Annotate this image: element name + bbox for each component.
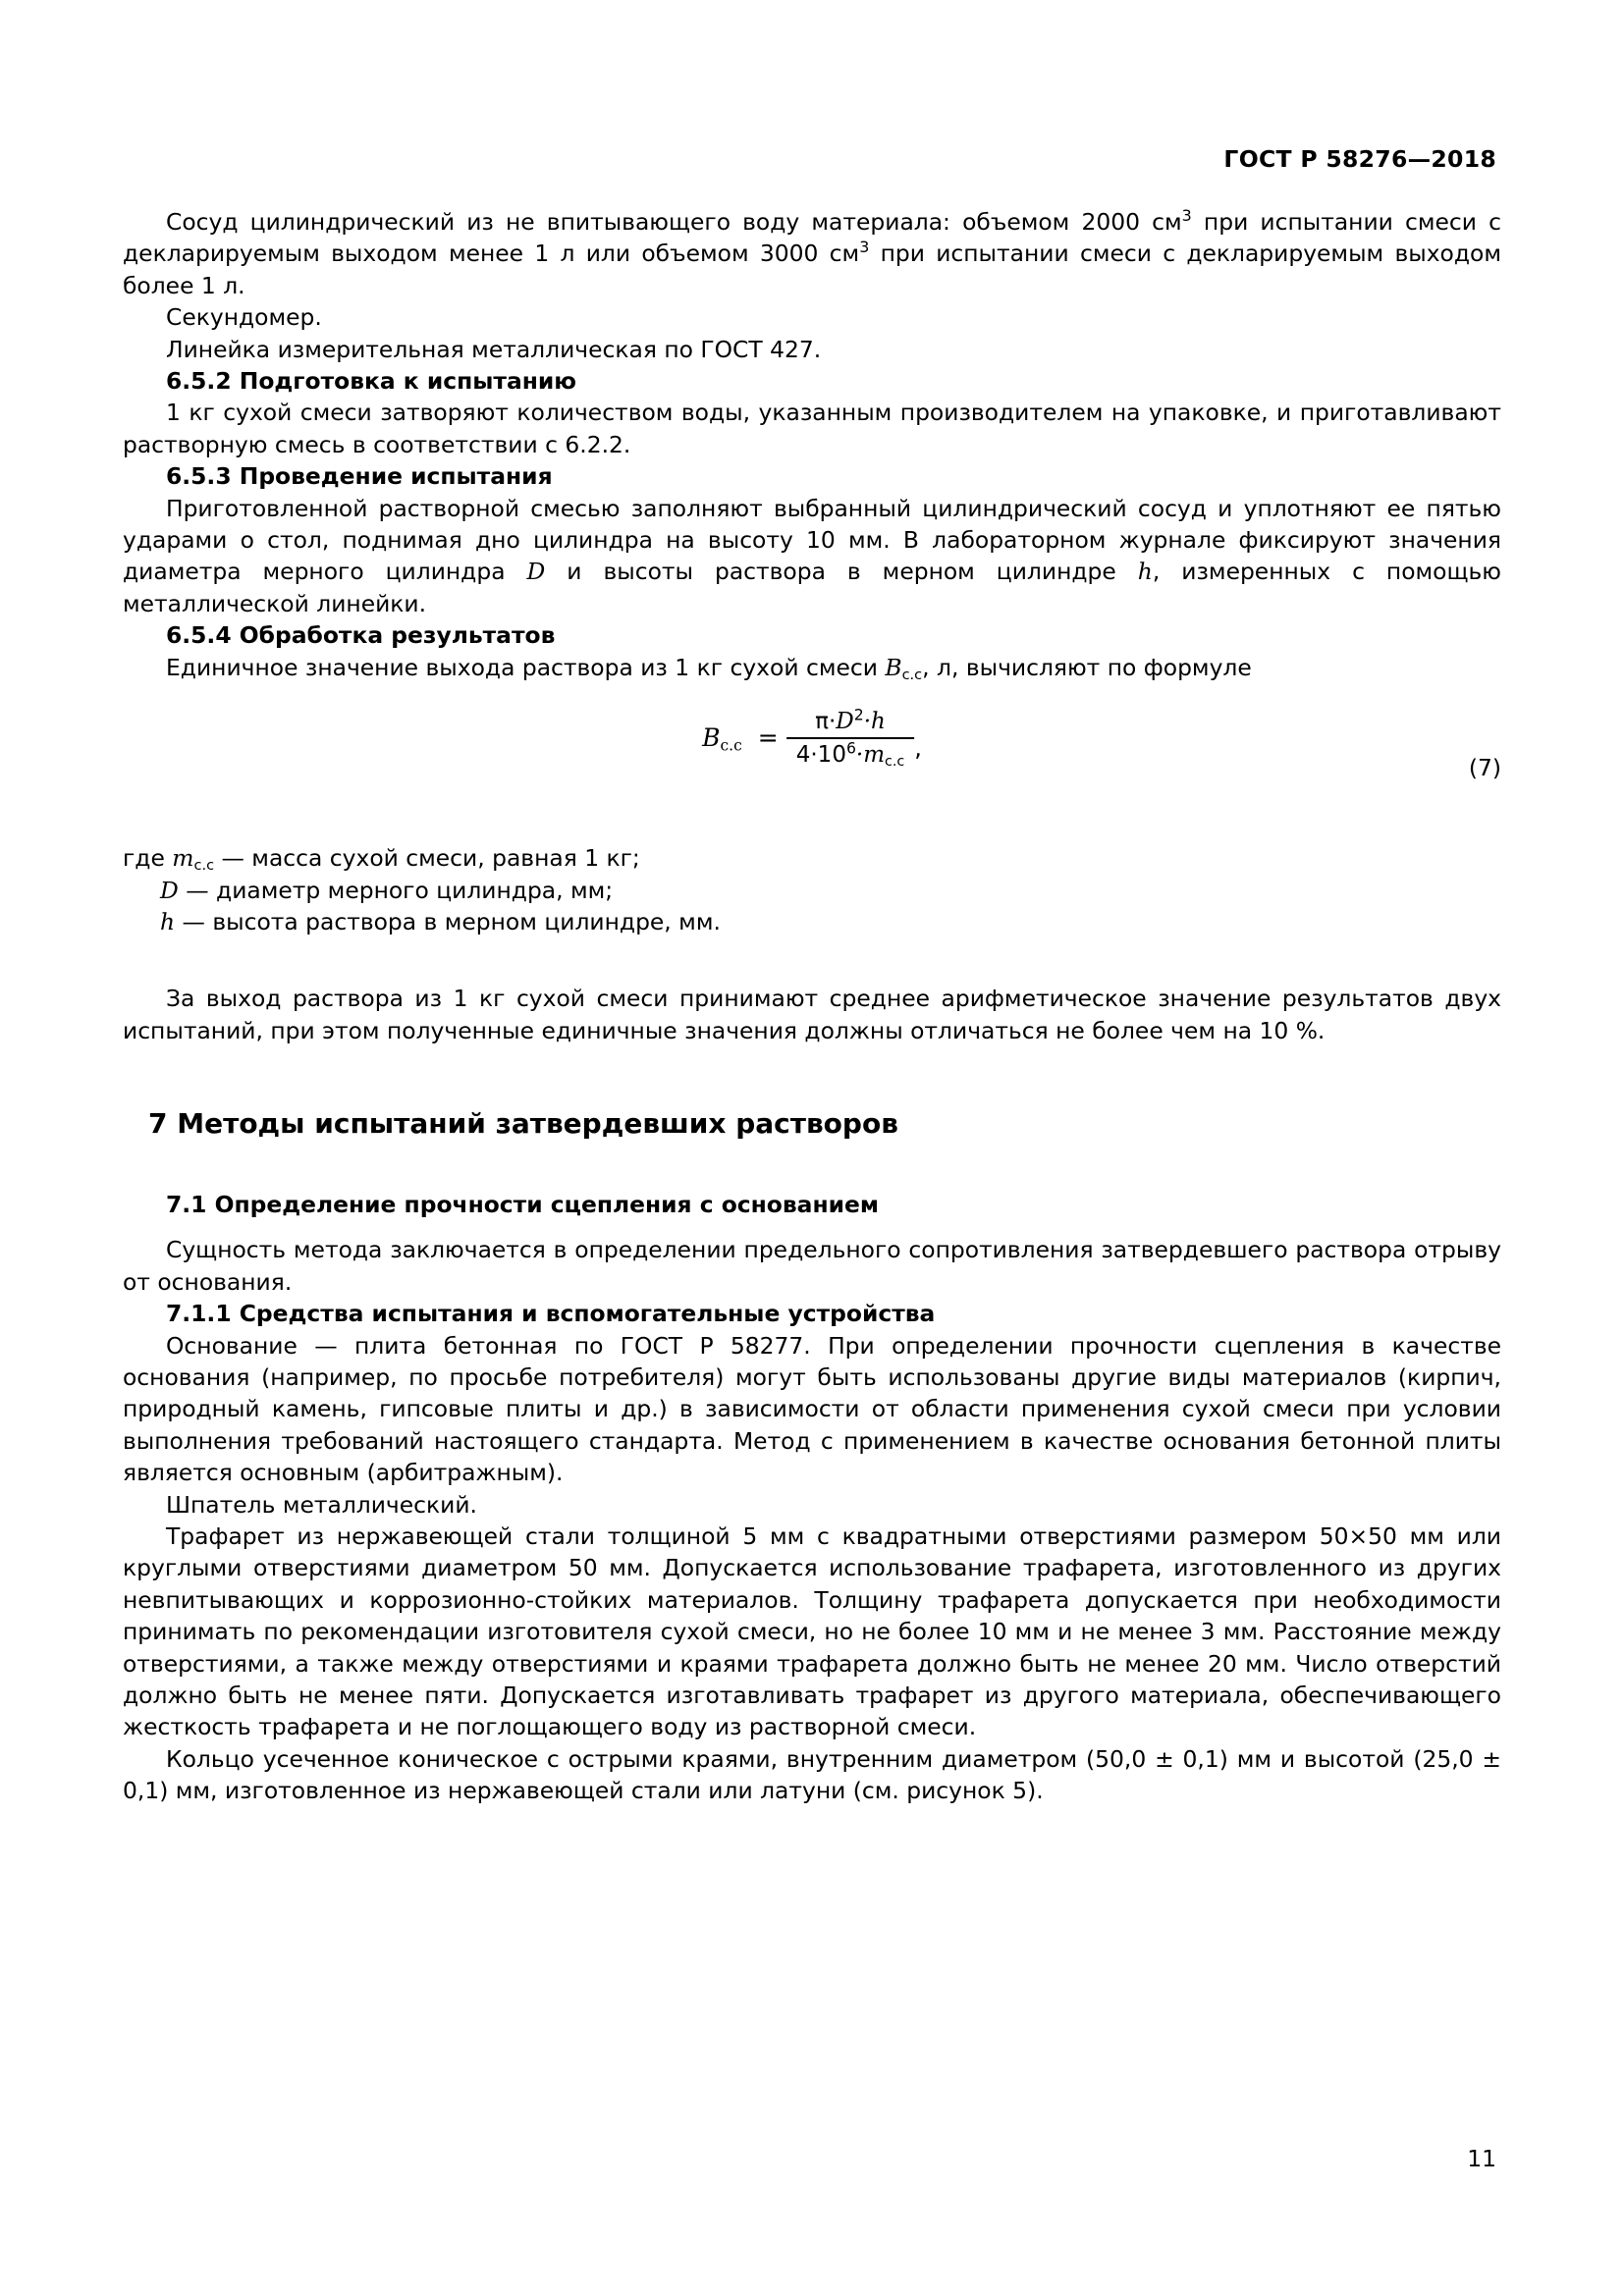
paragraph-vessel-text-2: при испытании смеси с декларируемым выходом менее 1 л или объемом 3000 см — [123, 208, 1501, 268]
formula-expression — [702, 705, 922, 770]
spacer-after-7-1-heading — [123, 1220, 1501, 1234]
formula-number: (7) — [1468, 754, 1501, 782]
paragraph-stencil: Трафарет из нержавеющей стали толщиной 5 мм с квадратными отверстиями размером 50×50 мм или круглыми отверстиями диаметром 50 мм. Допускается использование трафарета, изготовленного из других невпитывающих и коррозионно-стойких материалов. Толщину трафарета допускается при необходимости принимать по рекомендации изготовителя сухой смеси, но не более 10 мм и не менее 3 мм. Расстояние между отверстиями, а также между отверстиями и краями трафарета должно быть не менее 20 мм. Число отверстий должно быть не менее пяти. Допускается изготавливать трафарет из другого материала, обеспечивающего жесткость трафарета и не поглощающего воду из растворной смеси. — [123, 1522, 1501, 1741]
heading-section-7: 7 Методы испытаний затвердевших растворов — [148, 1107, 898, 1141]
paragraph-spatula: Шпатель металлический. — [166, 1490, 477, 1519]
legend-line-D — [123, 875, 1501, 906]
paragraph-ruler: Линейка измерительная металлическая по ГОСТ 427. — [166, 335, 822, 363]
heading-7-1-1: 7.1.1 Средства испытания и вспомогательные устройства — [166, 1300, 936, 1328]
variable-h-inline: h — [1137, 558, 1153, 586]
paragraph-7-1-body: Сущность метода заключается в определении предельного сопротивления затвердевшего раствора отрыву от основания. — [123, 1236, 1501, 1296]
paragraph-6-5-3-text-3: , измеренных с помощью металлической линейки. — [123, 558, 1501, 617]
formula-numerator — [805, 705, 895, 737]
variable-B-subscript: с.с — [901, 667, 923, 683]
formula-denominator-base: 4·10 — [795, 741, 846, 768]
paragraph-vessel — [123, 206, 1501, 301]
superscript-cubic-1: 3 — [1181, 206, 1192, 226]
heading-6-5-2: 6.5.2 Подготовка к испытанию — [166, 367, 577, 396]
formula-numerator-h: ·h — [863, 709, 886, 735]
legend-description-m: — масса сухой смеси, равная 1 кг; — [214, 844, 640, 873]
variable-D-inline: D — [526, 558, 546, 586]
spacer-after-section-7 — [123, 1144, 1501, 1189]
page-header-standard-number: ГОСТ Р 58276—2018 — [1223, 145, 1496, 173]
formula-numerator-D: D — [836, 709, 854, 735]
formula-lhs-symbol: B — [702, 723, 721, 753]
formula-fraction — [786, 705, 915, 770]
formula-denominator — [786, 739, 915, 768]
legend-description-h: — высота раствора в мерном цилиндре, мм. — [175, 907, 721, 935]
paragraph-stopwatch: Секундомер. — [166, 303, 322, 332]
heading-6-5-3: 6.5.3 Проведение испытания — [166, 462, 553, 491]
formula-numerator-pi: π· — [815, 709, 837, 735]
document-body — [123, 206, 1501, 1807]
formula-equals-sign: = — [757, 723, 779, 753]
legend-variable-D: D — [160, 876, 179, 904]
paragraph-6-5-4-body — [123, 652, 1501, 683]
paragraph-ring: Кольцо усеченное коническое с острыми краями, внутренним диаметром (50,0 ± 0,1) мм и высотой (25,0 ± 0,1) мм, изготовленное из нержавеющей стали или латуни (см. рисунок 5). — [123, 1744, 1501, 1805]
paragraph-vessel-text-1: Сосуд цилиндрический из не впитывающего воду материала: объемом 2000 см — [166, 208, 1182, 236]
paragraph-base-plate: Основание — плита бетонная по ГОСТ Р 58277. При определении прочности сцепления в качестве основания (например, по просьбе потребителя) могут быть использованы другие виды материалов (кирпич, природный камень, гипсовые плиты и др.) в зависимости от области применения сухой смеси при условии выполнения требований настоящего стандарта. Метод с применением в качестве основания бетонной плиты является основным (арбитражным). — [123, 1331, 1501, 1487]
legend-description-D: — диаметр мерного цилиндра, мм; — [178, 876, 614, 904]
superscript-cubic-2: 3 — [859, 238, 870, 257]
spacer-before-section-7 — [123, 1046, 1501, 1105]
legend-line-h — [123, 906, 1501, 937]
paragraph-6-5-3-body — [123, 493, 1501, 620]
formula-denominator-exponent: 6 — [845, 738, 856, 758]
spacer-after-legend — [123, 937, 1501, 983]
formula-trailing-comma: , — [914, 733, 922, 762]
paragraph-6-5-3-text-1: Приготовленной растворной смесью заполняют выбранный цилиндрический сосуд и уплотняют ее пятью ударами о стол, поднимая дно цилиндра на высоту 10 мм. В лабораторном журнале фиксируют значения диаметра мерного цилиндра — [123, 494, 1501, 586]
legend-line-m — [123, 842, 1501, 874]
legend-variable-m-subscript: с.с — [193, 858, 215, 875]
heading-7-1: 7.1 Определение прочности сцепления с основанием — [166, 1190, 879, 1218]
page-number: 11 — [1467, 2145, 1496, 2172]
formula-legend — [123, 842, 1501, 937]
formula-block-7 — [123, 705, 1501, 825]
formula-numerator-D-exponent: 2 — [853, 705, 864, 724]
formula-lhs-subscript: с.с — [720, 736, 742, 755]
paragraph-6-5-4-text-1: Единичное значение выхода раствора из 1 кг сухой смеси — [166, 653, 886, 681]
paragraph-average-result: За выход раствора из 1 кг сухой смеси принимают среднее арифметическое значение результатов двух испытаний, при этом полученные единичные значения должны отличаться не более чем на 10 %. — [123, 985, 1501, 1044]
formula-denominator-m-subscript: с.с — [885, 753, 905, 770]
paragraph-6-5-4-text-2: , л, вычисляют по формуле — [922, 653, 1252, 681]
paragraph-6-5-3-text-2: и высоты раствора в мерном цилиндре — [545, 558, 1138, 586]
formula-lhs — [702, 723, 750, 755]
paragraph-vessel-text-3: при испытании смеси с декларируемым выходом более 1 л. — [123, 240, 1501, 299]
paragraph-6-5-2-body: 1 кг сухой смеси затворяют количеством воды, указанным производителем на упаковке, и приготавливают растворную смесь в соответствии с 6.2.2. — [123, 399, 1501, 458]
formula-denominator-m: ·m — [855, 741, 886, 768]
variable-B-inline: B — [885, 653, 902, 681]
legend-variable-h: h — [160, 907, 176, 935]
legend-where-word: где — [123, 844, 173, 873]
heading-6-5-4: 6.5.4 Обработка результатов — [166, 621, 556, 650]
legend-variable-m: m — [172, 844, 194, 873]
